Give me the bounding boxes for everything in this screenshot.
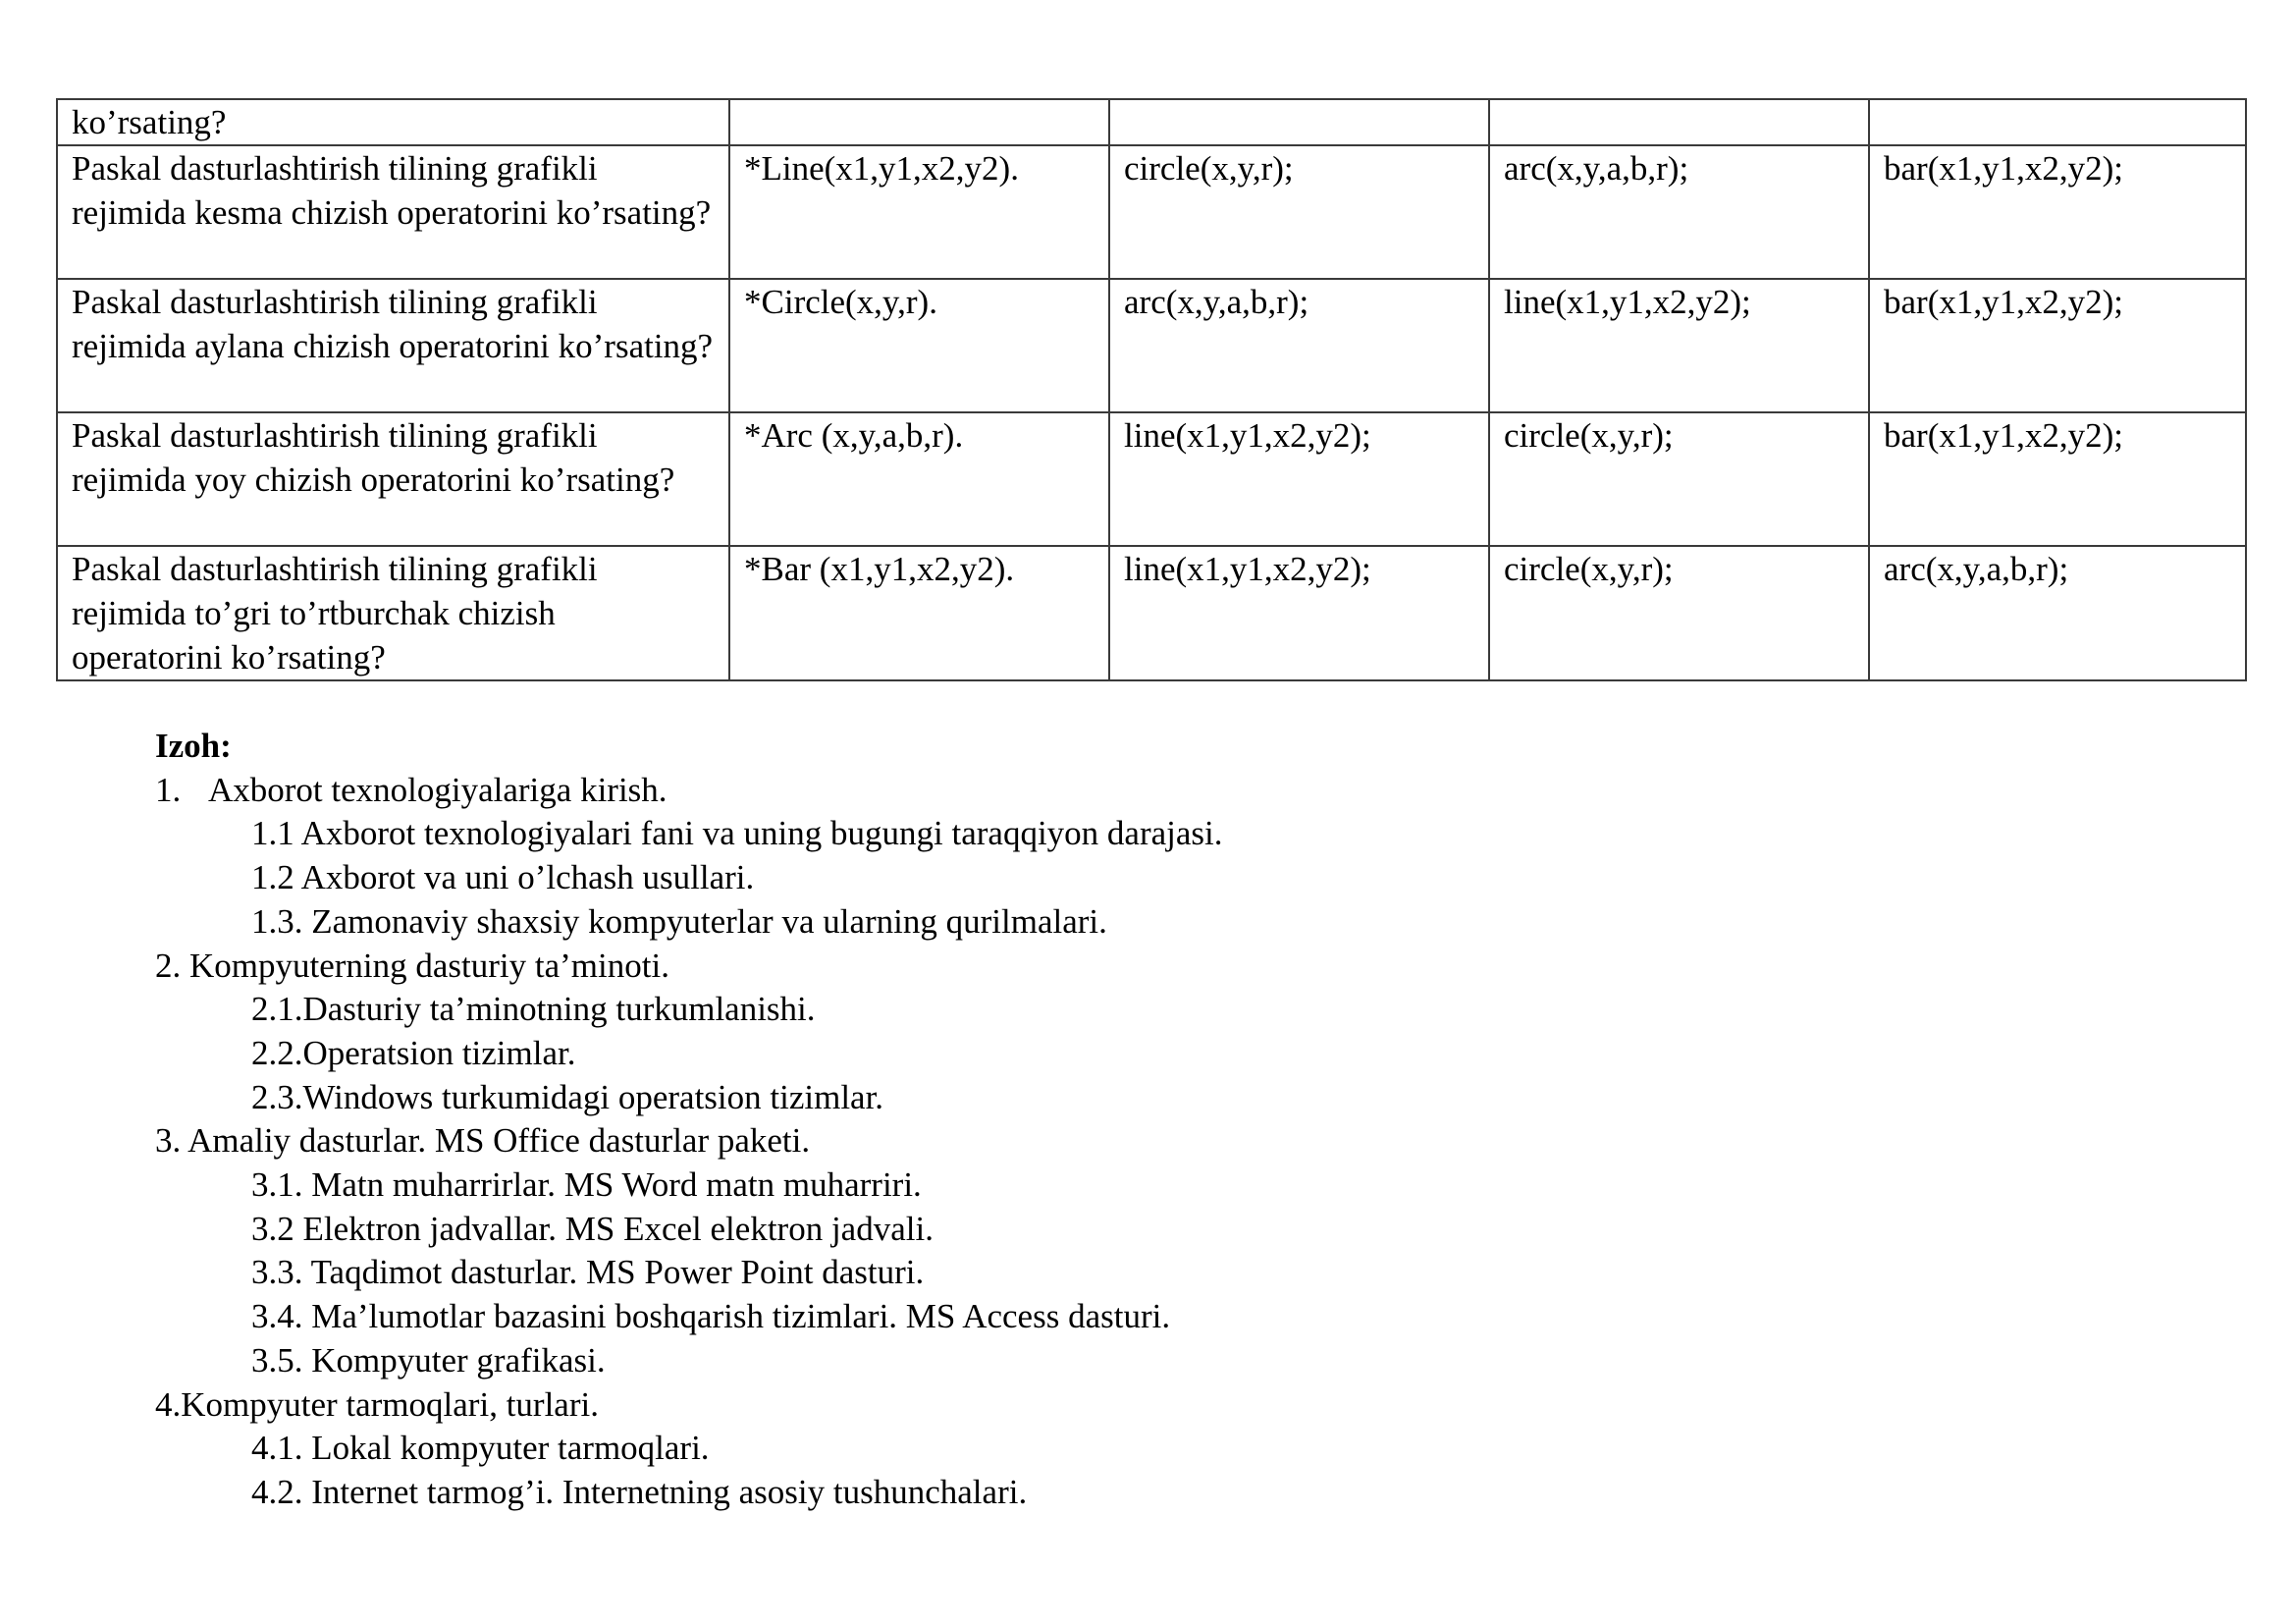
answer-cell: line(x1,y1,x2,y2); bbox=[1109, 546, 1489, 680]
outline-subitem: 2.3.Windows turkumidagi operatsion tizimlar. bbox=[251, 1077, 884, 1116]
answer-cell: bar(x1,y1,x2,y2); bbox=[1869, 279, 2246, 412]
answer-cell: bar(x1,y1,x2,y2); bbox=[1869, 145, 2246, 279]
outline-subitem: 3.1. Matn muharrirlar. MS Word matn muharriri. bbox=[251, 1165, 922, 1205]
answer-cell: line(x1,y1,x2,y2); bbox=[1109, 412, 1489, 546]
outline-item: 2. Kompyuterning dasturiy ta’minoti. bbox=[155, 946, 669, 985]
answer-cell: arc(x,y,a,b,r); bbox=[1869, 546, 2246, 680]
question-cell: Paskal dasturlashtirish tilining grafikli rejimida aylana chizish operatorini ko’rsating? bbox=[57, 279, 729, 412]
outline-number: 1. bbox=[155, 770, 182, 809]
answer-cell bbox=[1109, 99, 1489, 145]
outline-subitem: 3.4. Ma’lumotlar bazasini boshqarish tizimlari. MS Access dasturi. bbox=[251, 1297, 1171, 1336]
question-cell: Paskal dasturlashtirish tilining grafikli rejimida kesma chizish operatorini ko’rsating? bbox=[57, 145, 729, 279]
outline-item bbox=[155, 769, 1223, 813]
table-row bbox=[57, 279, 2246, 412]
quiz-table bbox=[56, 98, 2247, 681]
notes-section bbox=[155, 725, 1223, 1515]
answer-cell-correct: *Bar (x1,y1,x2,y2). bbox=[729, 546, 1109, 680]
table-row bbox=[57, 546, 2246, 680]
outline-item: 4.Kompyuter tarmoqlari, turlari. bbox=[155, 1384, 599, 1424]
answer-cell: bar(x1,y1,x2,y2); bbox=[1869, 412, 2246, 546]
outline-subitem: 2.1.Dasturiy ta’minotning turkumlanishi. bbox=[251, 990, 816, 1029]
answer-cell: line(x1,y1,x2,y2); bbox=[1489, 279, 1869, 412]
answer-cell-correct: *Line(x1,y1,x2,y2). bbox=[729, 145, 1109, 279]
answer-cell: arc(x,y,a,b,r); bbox=[1109, 279, 1489, 412]
question-cell: ko’rsating? bbox=[57, 99, 729, 145]
answer-cell-correct: *Arc (x,y,a,b,r). bbox=[729, 412, 1109, 546]
outline-subitem: 1.2 Axborot va uni o’lchash usullari. bbox=[251, 858, 755, 897]
outline-subitem: 3.5. Kompyuter grafikasi. bbox=[251, 1340, 606, 1380]
answer-cell bbox=[1869, 99, 2246, 145]
table-row bbox=[57, 412, 2246, 546]
outline-subitem: 4.1. Lokal kompyuter tarmoqlari. bbox=[251, 1429, 710, 1468]
outline-subitem: 1.3. Zamonaviy shaxsiy kompyuterlar va ularning qurilmalari. bbox=[251, 901, 1107, 941]
question-cell: Paskal dasturlashtirish tilining grafikli rejimida to’gri to’rtburchak chizish operatorini ko’rsating? bbox=[57, 546, 729, 680]
answer-cell-correct bbox=[729, 99, 1109, 145]
answer-cell: circle(x,y,r); bbox=[1109, 145, 1489, 279]
question-cell: Paskal dasturlashtirish tilining grafikli rejimida yoy chizish operatorini ko’rsating? bbox=[57, 412, 729, 546]
table-row bbox=[57, 99, 2246, 145]
outline-subitem: 2.2.Operatsion tizimlar. bbox=[251, 1033, 576, 1072]
answer-cell: circle(x,y,r); bbox=[1489, 412, 1869, 546]
outline-text: Axborot texnologiyalariga kirish. bbox=[208, 770, 667, 809]
answer-cell-correct: *Circle(x,y,r). bbox=[729, 279, 1109, 412]
answer-cell: arc(x,y,a,b,r); bbox=[1489, 145, 1869, 279]
outline-subitem: 1.1 Axborot texnologiyalari fani va uning bugungi taraqqiyon darajasi. bbox=[251, 814, 1223, 853]
notes-title: Izoh: bbox=[155, 727, 232, 765]
outline-item: 3. Amaliy dasturlar. MS Office dasturlar paketi. bbox=[155, 1121, 811, 1161]
answer-cell: circle(x,y,r); bbox=[1489, 546, 1869, 680]
answer-cell bbox=[1489, 99, 1869, 145]
table-row bbox=[57, 145, 2246, 279]
outline-subitem: 3.3. Taqdimot dasturlar. MS Power Point dasturi. bbox=[251, 1253, 925, 1292]
outline-subitem: 4.2. Internet tarmog’i. Internetning asosiy tushunchalari. bbox=[251, 1472, 1028, 1511]
outline-subitem: 3.2 Elektron jadvallar. MS Excel elektron jadvali. bbox=[251, 1209, 934, 1248]
